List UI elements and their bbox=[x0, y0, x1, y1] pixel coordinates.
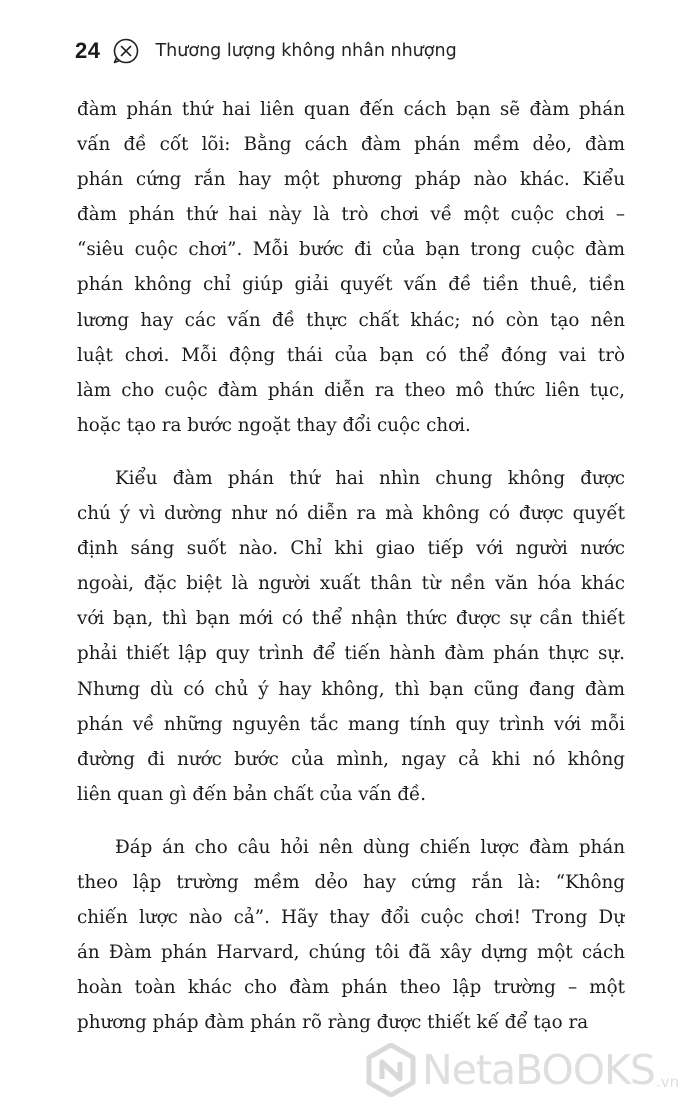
text-line: định sáng suốt nào. Chỉ khi giao tiếp với người nước bbox=[77, 538, 625, 560]
text-line: hoặc tạo ra bước ngoặt thay đổi cuộc chơi. bbox=[77, 414, 471, 436]
paragraph-gap bbox=[77, 812, 625, 830]
text-line: theo lập trường mềm dẻo hay cứng rắn là: “Không bbox=[77, 871, 625, 893]
paragraph bbox=[77, 461, 625, 812]
text-line: hoàn toàn khác cho đàm phán theo lập trường – một bbox=[77, 977, 625, 999]
text-line: lương hay các vấn đề thực chất khác; nó còn tạo nên bbox=[77, 309, 625, 331]
watermark bbox=[366, 1032, 696, 1108]
body-text bbox=[77, 92, 625, 1040]
text-line: án Đàm phán Harvard, chúng tôi đã xây dựng một cách bbox=[77, 942, 625, 964]
text-line: phương pháp đàm phán rõ ràng được thiết kế để tạo ra bbox=[77, 1012, 589, 1034]
text-line: đàm phán thứ hai liên quan đến cách bạn sẽ đàm phán bbox=[77, 99, 625, 120]
text-line: làm cho cuộc đàm phán diễn ra theo mô thức liên tục, bbox=[77, 379, 625, 401]
text-line: ngoài, đặc biệt là người xuất thân từ nền văn hóa khác bbox=[77, 573, 625, 595]
text-line: chiến lược nào cả”. Hãy thay đổi cuộc chơi! Trong Dự bbox=[77, 907, 625, 929]
text-line: Kiểu đàm phán thứ hai nhìn chung không được bbox=[115, 467, 625, 489]
circle-x-icon bbox=[112, 37, 140, 65]
paragraph-gap bbox=[77, 443, 625, 461]
text-line: liên quan gì đến bản chất của vấn đề. bbox=[77, 783, 427, 805]
page-number: 24 bbox=[75, 38, 101, 63]
text-line: phán không chỉ giúp giải quyết vấn đề tiền thuê, tiền bbox=[77, 274, 625, 296]
paragraph bbox=[77, 830, 625, 1041]
running-title: Thương lượng không nhân nhượng bbox=[155, 41, 457, 61]
text-line: đàm phán thứ hai này là trò chơi về một cuộc chơi – bbox=[77, 204, 625, 226]
netabooks-logo-icon bbox=[366, 1043, 416, 1097]
watermark-text: NetaBOOKS bbox=[422, 1046, 655, 1094]
text-line: Đáp án cho câu hỏi nên dùng chiến lược đàm phán bbox=[115, 836, 625, 858]
page-header bbox=[75, 30, 457, 72]
text-line: luật chơi. Mỗi động thái của bạn có thể đóng vai trò bbox=[77, 344, 625, 366]
text-line: Nhưng dù có chủ ý hay không, thì bạn cũng đang đàm bbox=[77, 678, 625, 700]
text-line: với bạn, thì bạn mới có thể nhận thức được sự cần thiết bbox=[77, 608, 625, 630]
text-line: vấn đề cốt lõi: Bằng cách đàm phán mềm dẻo, đàm bbox=[77, 134, 625, 156]
text-line: phải thiết lập quy trình để tiến hành đàm phán thực sự. bbox=[77, 643, 625, 665]
text-line: phán về những nguyên tắc mang tính quy trình với mỗi bbox=[77, 713, 625, 735]
watermark-suffix: .vn bbox=[655, 1073, 680, 1091]
paragraph bbox=[77, 92, 625, 443]
text-line: đường đi nước bước của mình, ngay cả khi nó không bbox=[77, 748, 625, 770]
text-line: phán cứng rắn hay một phương pháp nào khác. Kiểu bbox=[77, 169, 625, 191]
text-line: “siêu cuộc chơi”. Mỗi bước đi của bạn trong cuộc đàm bbox=[77, 239, 625, 261]
text-line: chú ý vì dường như nó diễn ra mà không có được quyết bbox=[77, 503, 625, 525]
